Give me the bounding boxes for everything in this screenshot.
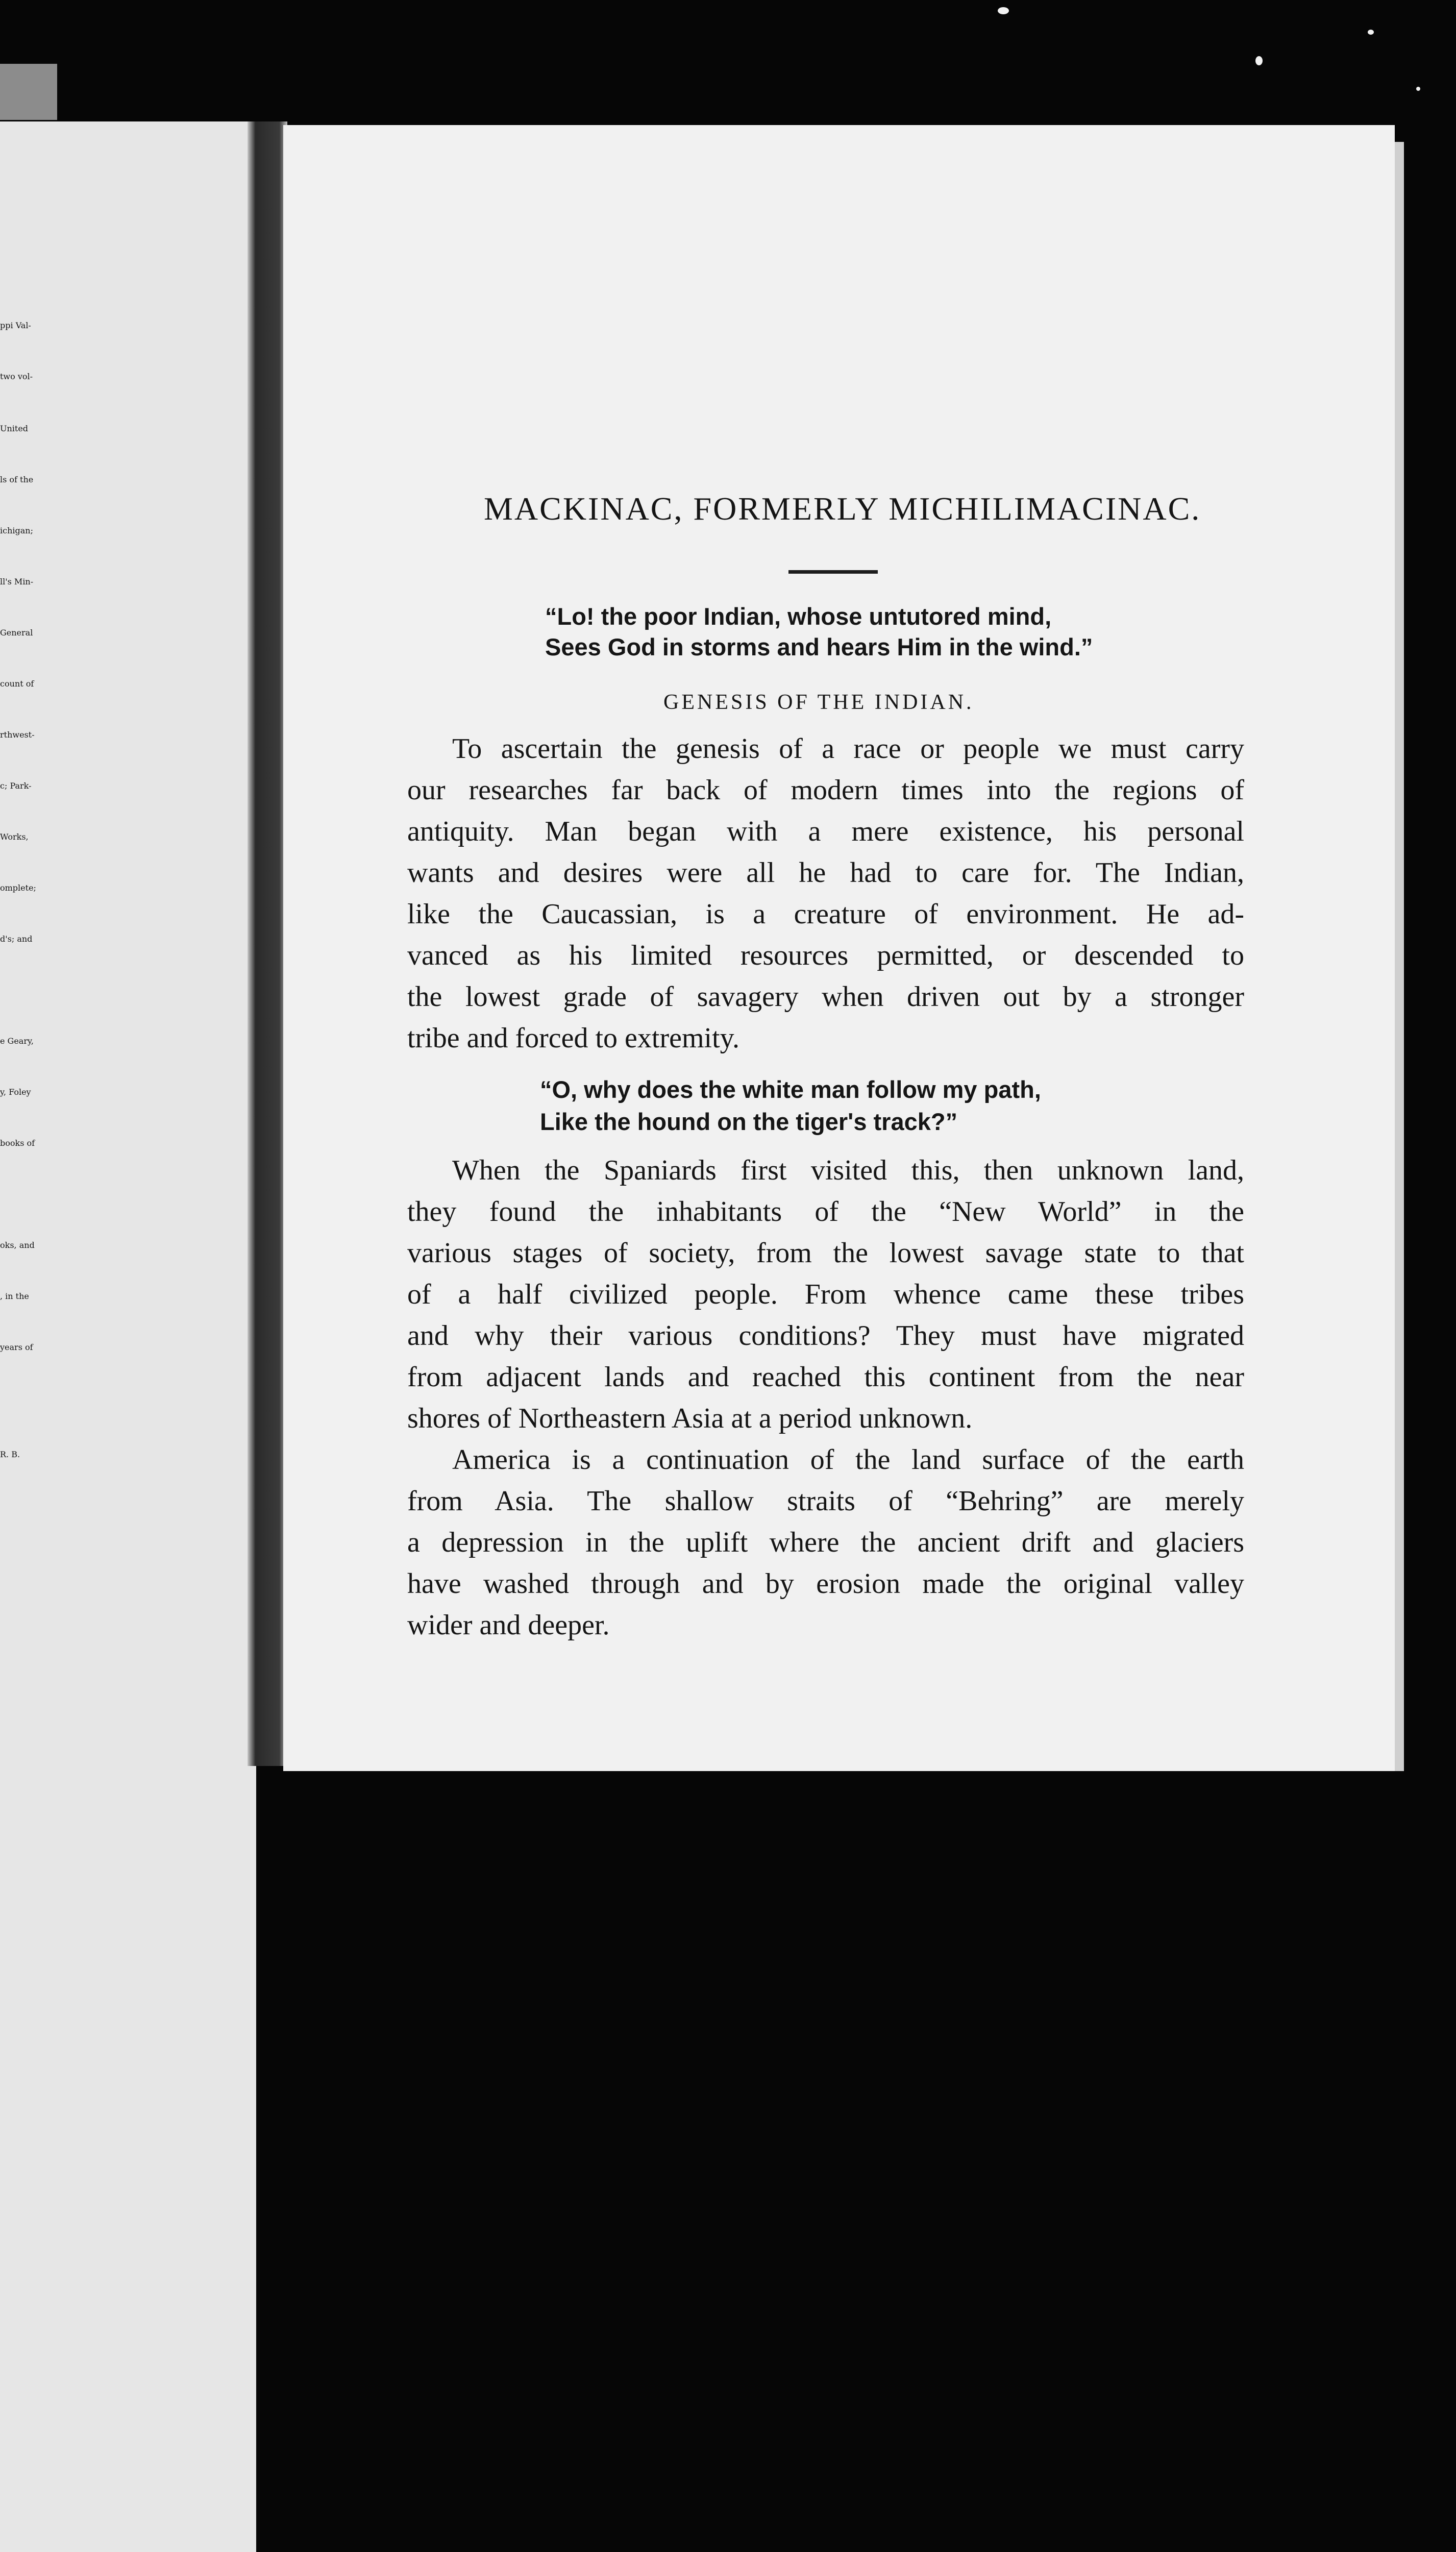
left-fragment-line: omplete; <box>0 883 256 2528</box>
text-line: antiquity. Man began with a mere existence, his personal <box>407 816 1244 847</box>
film-dust-speck <box>998 7 1009 14</box>
left-fragment-line: Works, <box>0 832 256 2476</box>
text-line: the lowest grade of savagery when driven out by a stronger <box>407 981 1244 1013</box>
text-line: When the Spaniards first visited this, then unknown land, <box>452 1155 1244 1186</box>
film-dust-speck <box>1416 87 1420 91</box>
left-fragment-line: ichigan; <box>0 526 256 2170</box>
left-fragment-line: books of <box>0 1138 256 2552</box>
left-fragment-line: , in the <box>0 1291 256 2552</box>
left-fragment-line: ls of the <box>0 475 256 2119</box>
text-line: like the Caucassian, is a creature of environment. He ad- <box>407 898 1244 930</box>
text-line: various stages of society, from the lowest savage state to that <box>407 1237 1244 1269</box>
left-fragment-line: ppi Val- <box>0 321 256 1965</box>
left-fragment-line: count of <box>0 679 256 2323</box>
paragraph-2 <box>407 1150 1244 1439</box>
text-line: have washed through and by erosion made the original valley <box>407 1568 1244 1600</box>
text-line: America is a continuation of the land surface of the earth <box>452 1444 1244 1476</box>
paragraph-1 <box>407 728 1244 1059</box>
epigraph-line: “Lo! the poor Indian, whose untutored mind, <box>545 603 1052 630</box>
text-line: they found the inhabitants of the “New World” in the <box>407 1196 1244 1228</box>
left-fragment-line: e Geary, <box>0 1036 256 2552</box>
left-fragment-line: rthwest- <box>0 730 256 2374</box>
text-line: wants and desires were all he had to care for. The Indian, <box>407 857 1244 889</box>
text-line: our researches far back of modern times into the regions of <box>407 774 1244 806</box>
left-fragment-line: d's; and <box>0 934 256 2552</box>
left-fragment-line: United <box>0 424 256 2068</box>
page-edge <box>1395 142 1404 1771</box>
left-signature-initials: R. B. <box>0 1450 256 2552</box>
text-line: and why their various conditions? They must have migrated <box>407 1320 1244 1352</box>
left-fragment-line: y, Foley <box>0 1087 256 2552</box>
left-fragment-line: General <box>0 628 256 2272</box>
film-frame-corner <box>0 64 57 120</box>
section-heading: GENESIS OF THE INDIAN. <box>663 691 974 714</box>
page-title: MACKINAC, FORMERLY MICHILIMACINAC. <box>484 490 1201 527</box>
film-dust-speck <box>1368 30 1374 35</box>
text-line: shores of Northeastern Asia at a period unknown. <box>407 1403 973 1434</box>
book-gutter <box>248 121 287 1766</box>
left-fragment-line: ll's Min- <box>0 577 256 2221</box>
epigraph-line: Sees God in storms and hears Him in the wind.” <box>545 633 1093 660</box>
left-fragment-line: years of <box>0 1342 256 2552</box>
left-fragment-line: two vol- <box>0 372 256 2016</box>
text-line: from adjacent lands and reached this continent from the near <box>407 1361 1244 1393</box>
text-line: of a half civilized people. From whence came these tribes <box>407 1279 1244 1310</box>
left-fragment-line: c; Park- <box>0 781 256 2425</box>
epigraph-line: “O, why does the white man follow my path, <box>540 1076 1041 1103</box>
text-line: tribe and forced to extremity. <box>407 1022 739 1054</box>
text-line: wider and deeper. <box>407 1609 610 1641</box>
title-rule <box>788 570 878 574</box>
text-line: a depression in the uplift where the ancient drift and glaciers <box>407 1527 1244 1558</box>
film-dust-speck <box>1255 56 1263 65</box>
text-line: To ascertain the genesis of a race or people we must carry <box>452 733 1244 765</box>
text-line: vanced as his limited resources permitted, or descended to <box>407 940 1244 971</box>
text-line: from Asia. The shallow straits of “Behring” are merely <box>407 1485 1244 1517</box>
paragraph-3 <box>407 1439 1244 1646</box>
epigraph-line: Like the hound on the tiger's track?” <box>540 1108 958 1135</box>
left-fragment-line: oks, and <box>0 1240 256 2552</box>
